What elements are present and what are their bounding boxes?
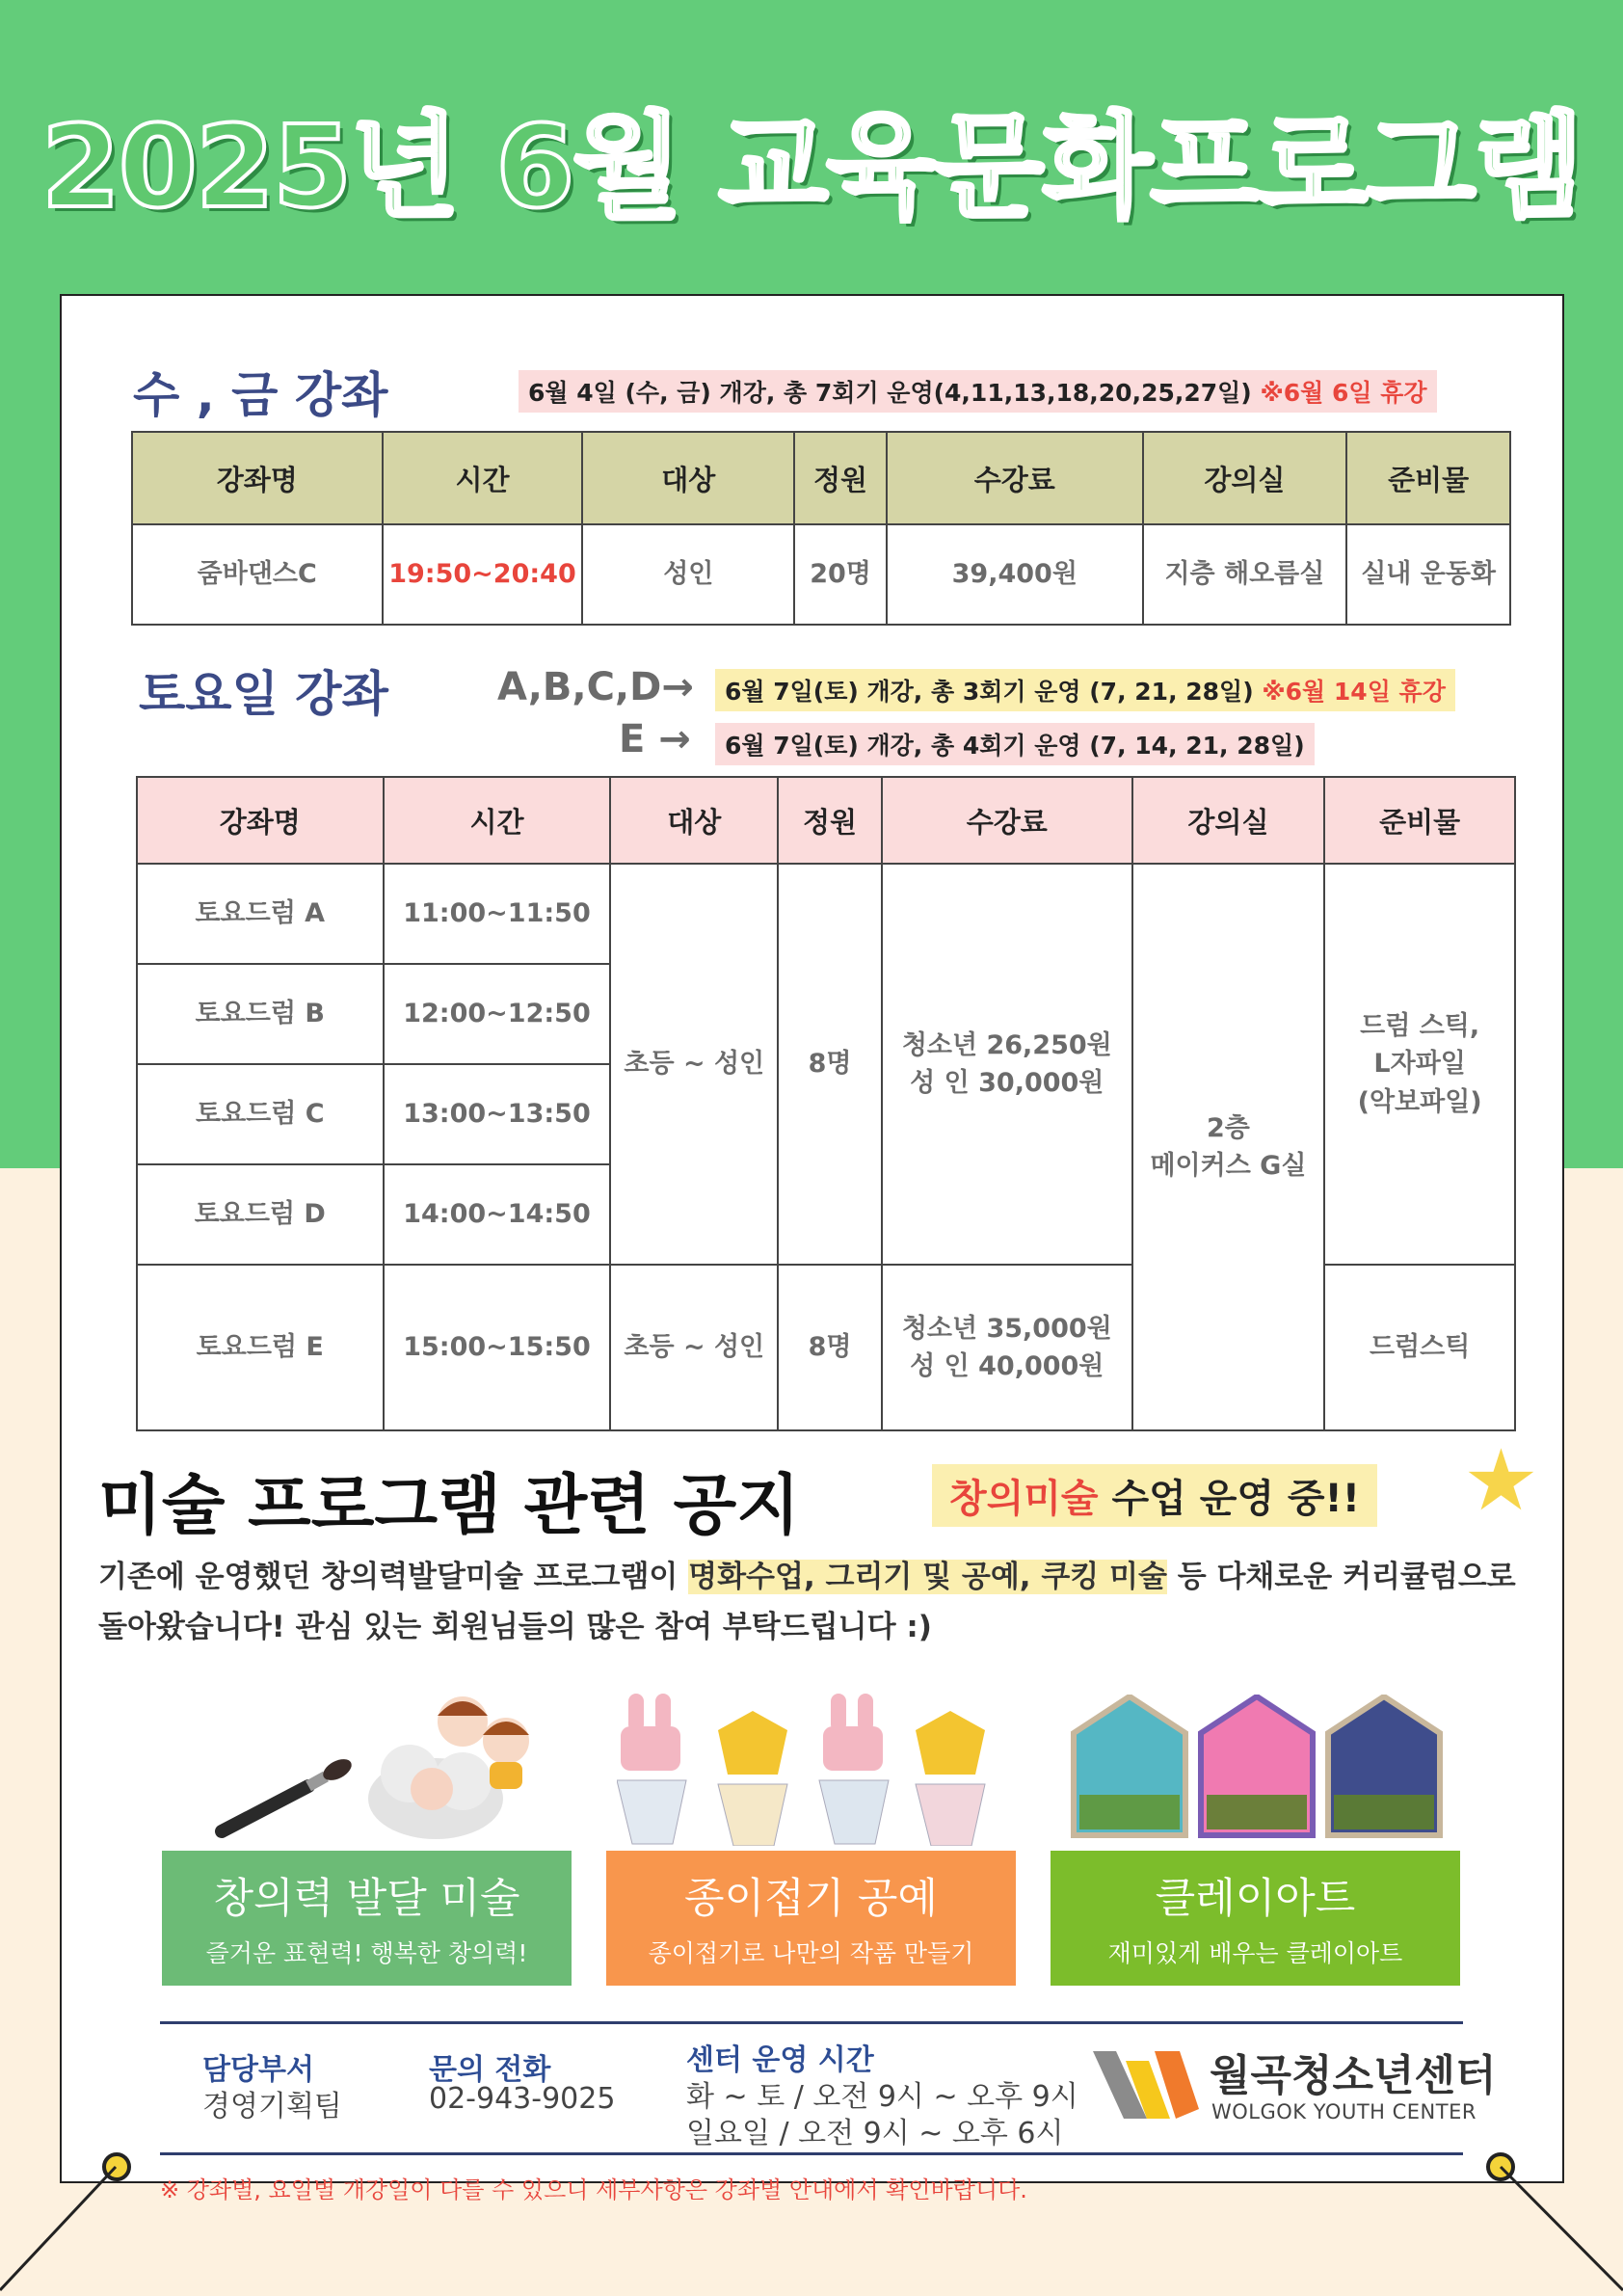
hours-title: 센터 운영 시간 — [686, 2043, 874, 2077]
badge-rest-text: 수업 운영 중!! — [1098, 1477, 1361, 1521]
cell-time: 13:00~13:50 — [384, 1064, 611, 1164]
origami-dog-icon — [916, 1711, 985, 1846]
desc-part-1: 기존에 운영했던 창의력발달미술 프로그램이 — [98, 1560, 689, 1594]
cell-target-group1: 초등 ~ 성인 — [610, 864, 778, 1265]
table-header-row — [137, 777, 1515, 864]
header-time: 시간 — [384, 777, 611, 864]
origami-rabbit-icon — [617, 1694, 686, 1844]
card-subtitle: 종이접기로 나만의 작품 만들기 — [648, 1939, 974, 1967]
fee-youth: 청소년 26,250원 — [901, 1029, 1112, 1060]
cell-fee-group2 — [882, 1265, 1132, 1430]
fee-youth: 청소년 35,000원 — [901, 1313, 1112, 1344]
cell-time: 12:00~12:50 — [384, 964, 611, 1064]
card-subtitle: 즐거운 표현력! 행복한 창의력! — [205, 1939, 528, 1967]
saturday-schedule-note-abcd — [715, 669, 1455, 711]
desc-highlight: 명화수업, 그리기 및 공예, 쿠킹 미술 — [688, 1560, 1167, 1594]
badge-red-text: 창의미술 — [949, 1477, 1099, 1521]
center-logo-name: 월곡청소년센터 — [1210, 2051, 1497, 2100]
art-notice-description — [98, 1552, 1544, 1652]
cell-course: 토요드럼 D — [137, 1164, 384, 1265]
wedfri-schedule-note — [519, 370, 1437, 413]
saturday-schedule-note-e: 6월 7일(토) 개강, 총 4회기 운영 (7, 14, 21, 28일) — [715, 723, 1315, 765]
header-target: 대상 — [582, 432, 794, 524]
header-room: 강의실 — [1132, 777, 1325, 864]
cell-time: 11:00~11:50 — [384, 864, 611, 964]
art-ongoing-badge — [932, 1464, 1377, 1527]
desc-part-2: 등 다채로운 커리큘럼으로 — [1166, 1560, 1516, 1594]
card-title: 창의력 발달 미술 — [213, 1875, 520, 1923]
cell-course: 토요드럼 B — [137, 964, 384, 1064]
card-title: 클레이아트 — [1155, 1875, 1356, 1923]
dept-value: 경영기획팀 — [202, 2090, 342, 2123]
table-header-row — [132, 432, 1510, 524]
card-origami — [606, 1851, 1016, 1986]
clay-house-icon — [1074, 1696, 1185, 1835]
art-illustration — [212, 1685, 540, 1849]
fee-adult: 성 인 40,000원 — [910, 1351, 1104, 1381]
hanging-strings — [0, 2159, 1623, 2296]
cell-fee: 39,400원 — [887, 524, 1143, 625]
cell-target-group2: 초등 ~ 성인 — [610, 1265, 778, 1430]
header-room: 강의실 — [1143, 432, 1347, 524]
origami-dog-icon — [718, 1711, 787, 1846]
saturday-course-table — [136, 776, 1516, 1431]
cell-capacity: 20명 — [794, 524, 887, 625]
cell-time: 15:00~15:50 — [384, 1265, 611, 1430]
clay-house-icon — [1328, 1696, 1440, 1835]
cell-course: 토요드럼 A — [137, 864, 384, 964]
table-row — [132, 524, 1510, 625]
header-fee: 수강료 — [887, 432, 1143, 524]
wedfri-holiday-note: ※6월 6일 휴강 — [1260, 379, 1427, 407]
cell-time: 14:00~14:50 — [384, 1164, 611, 1265]
cell-room: 지층 해오름실 — [1143, 524, 1347, 625]
cell-capacity-group1: 8명 — [778, 864, 882, 1265]
cell-supplies-group2: 드럼스틱 — [1324, 1265, 1515, 1430]
header-supplies: 준비물 — [1346, 432, 1510, 524]
header-capacity: 정원 — [794, 432, 887, 524]
card-title: 종이접기 공예 — [684, 1875, 938, 1923]
hours-weekday: 화 ~ 토 / 오전 9시 ~ 오후 9시 — [686, 2080, 1078, 2114]
footnote: ※ 강좌별, 요일별 개강일이 다를 수 있으니 세부사항은 강좌별 안내에서 확인바랍니다. — [160, 2176, 1027, 2203]
cell-supplies-group1 — [1324, 864, 1515, 1265]
card-creative-art — [162, 1851, 572, 1986]
desc-part-3: 돌아왔습니다! 관심 있는 회원님들의 많은 참여 부탁드립니다 :) — [98, 1610, 932, 1644]
footer-divider-bottom — [160, 2152, 1463, 2155]
wedfri-section-title: 수 , 금 강좌 — [133, 367, 388, 423]
card-clay-art — [1051, 1851, 1460, 1986]
saturday-section-title: 토요일 강좌 — [139, 666, 388, 722]
header-course: 강좌명 — [132, 432, 383, 524]
phone-value: 02-943-9025 — [429, 2082, 616, 2116]
center-logo-icon — [1087, 2042, 1203, 2128]
header-course: 강좌명 — [137, 777, 384, 864]
room-name: 메이커스 G실 — [1150, 1151, 1307, 1181]
star-icon: ★ — [1463, 1430, 1539, 1530]
saturday-label-abcd: A,B,C,D→ — [497, 665, 694, 709]
saturday-holiday-note: ※6월 14일 휴강 — [1262, 678, 1446, 706]
saturday-note1-text: 6월 7일(토) 개강, 총 3회기 운영 (7, 21, 28일) — [725, 678, 1254, 706]
phone-title: 문의 전화 — [429, 2053, 551, 2087]
clay-art-illustration — [1070, 1695, 1446, 1839]
children-cloud-icon — [368, 1696, 529, 1839]
header-supplies: 준비물 — [1324, 777, 1515, 864]
header-time: 시간 — [383, 432, 583, 524]
clay-house-icon — [1201, 1696, 1313, 1835]
footer-divider-top — [160, 2021, 1463, 2024]
supplies-line-2: L자파일 — [1373, 1049, 1466, 1080]
origami-illustration — [617, 1692, 1012, 1846]
wedfri-course-table — [131, 431, 1511, 626]
cell-time: 19:50~20:40 — [383, 524, 583, 625]
cell-room — [1132, 864, 1325, 1430]
cell-fee-group1 — [882, 864, 1132, 1265]
cell-course: 토요드럼 E — [137, 1265, 384, 1430]
paintbrush-icon — [222, 1755, 355, 1831]
hours-sunday: 일요일 / 오전 9시 ~ 오후 6시 — [686, 2117, 1064, 2150]
header-fee: 수강료 — [882, 777, 1132, 864]
supplies-line-1: 드럼 스틱, — [1360, 1011, 1480, 1042]
cell-course: 토요드럼 C — [137, 1064, 384, 1164]
cell-target: 성인 — [582, 524, 794, 625]
art-notice-title: 미술 프로그램 관련 공지 — [98, 1468, 800, 1544]
cell-capacity-group2: 8명 — [778, 1265, 882, 1430]
saturday-label-e: E → — [619, 717, 691, 761]
header-capacity: 정원 — [778, 777, 882, 864]
page-title: 2025년 6월 교육문화프로그램 — [40, 100, 1583, 233]
wedfri-note-text: 6월 4일 (수, 금) 개강, 총 7회기 운영(4,11,13,18,20,25,27일) — [528, 379, 1252, 407]
card-subtitle: 재미있게 배우는 클레이아트 — [1107, 1939, 1403, 1967]
supplies-line-3: (악보파일) — [1357, 1086, 1482, 1117]
origami-rabbit-icon — [819, 1694, 889, 1844]
header-target: 대상 — [610, 777, 778, 864]
center-logo-english: WOLGOK YOUTH CENTER — [1211, 2100, 1477, 2123]
fee-adult: 성 인 30,000원 — [910, 1068, 1104, 1098]
room-floor: 2층 — [1207, 1112, 1250, 1143]
dept-title: 담당부서 — [202, 2053, 314, 2087]
cell-supplies: 실내 운동화 — [1346, 524, 1510, 625]
table-row — [137, 864, 1515, 964]
cell-course: 줌바댄스C — [132, 524, 383, 625]
